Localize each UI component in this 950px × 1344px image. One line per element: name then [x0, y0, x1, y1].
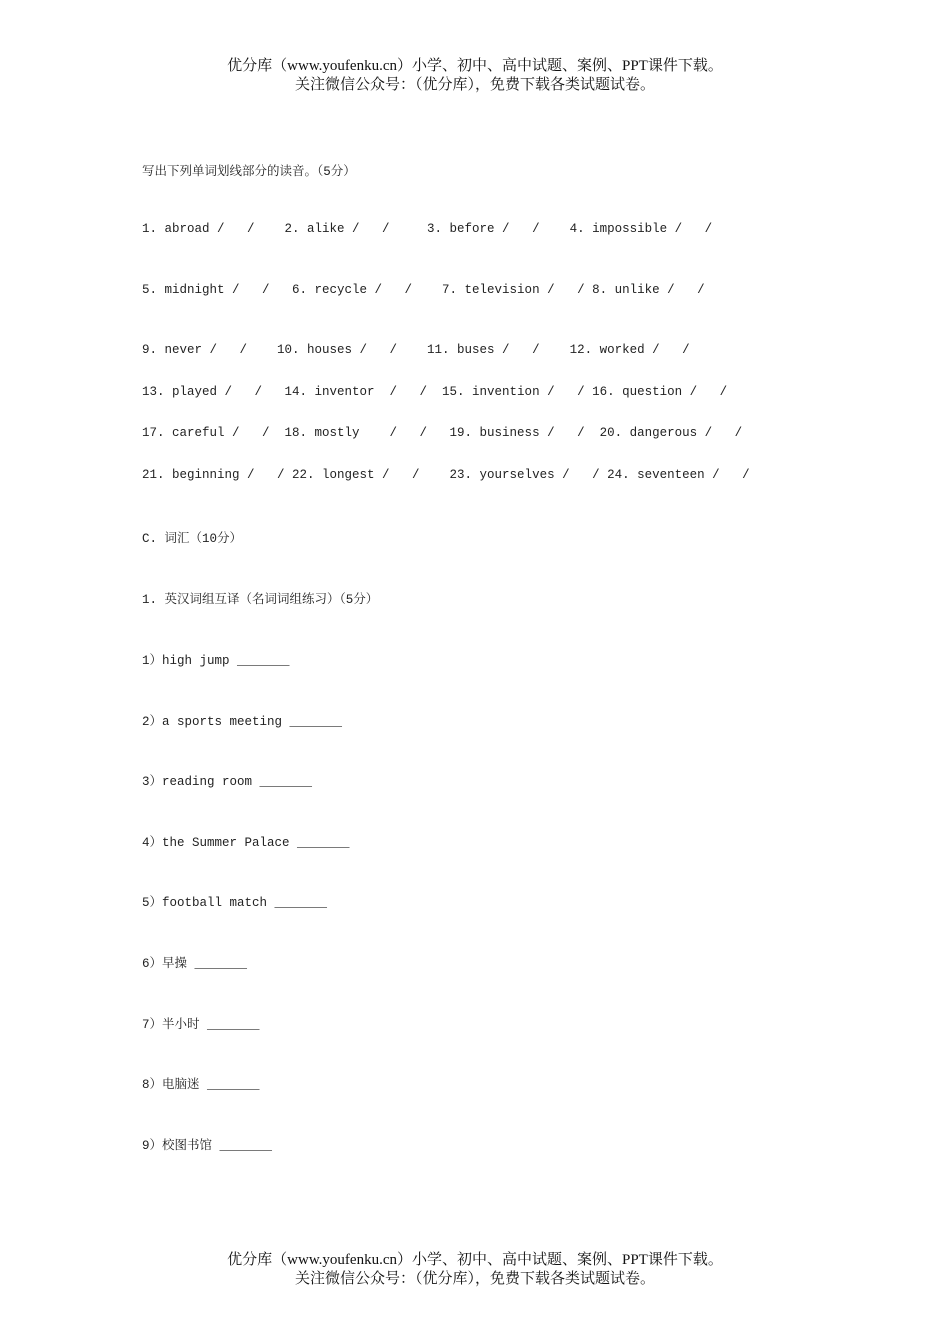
pron-row: 5. midnight / / 6. recycle / / 7. television / / 8. unlike / / — [142, 283, 705, 297]
pron-row: 9. never / / 10. houses / / 11. buses / / 12. worked / / — [142, 343, 690, 357]
vocab-item: 6）早操 _______ — [142, 957, 248, 971]
pron-row: 13. played / / 14. inventor / / 15. invention / / 16. question / / — [142, 385, 728, 399]
footer-line-1: 优分库（www.youfenku.cn）小学、初中、高中试题、案例、PPT课件下载。 — [227, 1252, 723, 1268]
vocab-item: 3）reading room _______ — [142, 775, 313, 789]
pronunciation-title: 写出下列单词划线部分的读音。（5分） — [142, 165, 356, 179]
vocab-item: 5）football match _______ — [142, 896, 328, 910]
header-line-2: 关注微信公众号：（优分库），免费下载各类试题试卷。 — [294, 77, 655, 93]
header-line-1: 优分库（www.youfenku.cn）小学、初中、高中试题、案例、PPT课件下载。 — [227, 58, 723, 74]
pron-row: 17. careful / / 18. mostly / / 19. business / / 20. dangerous / / — [142, 426, 743, 440]
vocab-section-title: C. 词汇（10分） — [142, 532, 243, 546]
vocab-item: 8）电脑迷 _______ — [142, 1078, 260, 1092]
vocab-item: 2）a sports meeting _______ — [142, 715, 343, 729]
vocab-item: 9）校图书馆 _______ — [142, 1139, 273, 1153]
vocab-item: 4）the Summer Palace _______ — [142, 836, 350, 850]
pron-row: 21. beginning / / 22. longest / / 23. yourselves / / 24. seventeen / / — [142, 468, 750, 482]
page-header — [0, 57, 950, 95]
vocab-item: 7）半小时 _______ — [142, 1018, 260, 1032]
vocab-subtitle: 1. 英汉词组互译（名词词组练习）（5分） — [142, 593, 379, 607]
page-footer — [0, 1251, 950, 1289]
pron-row: 1. abroad / / 2. alike / / 3. before / / 4. impossible / / — [142, 222, 713, 236]
vocab-item: 1）high jump _______ — [142, 654, 290, 668]
footer-line-2: 关注微信公众号：（优分库），免费下载各类试题试卷。 — [294, 1271, 655, 1287]
